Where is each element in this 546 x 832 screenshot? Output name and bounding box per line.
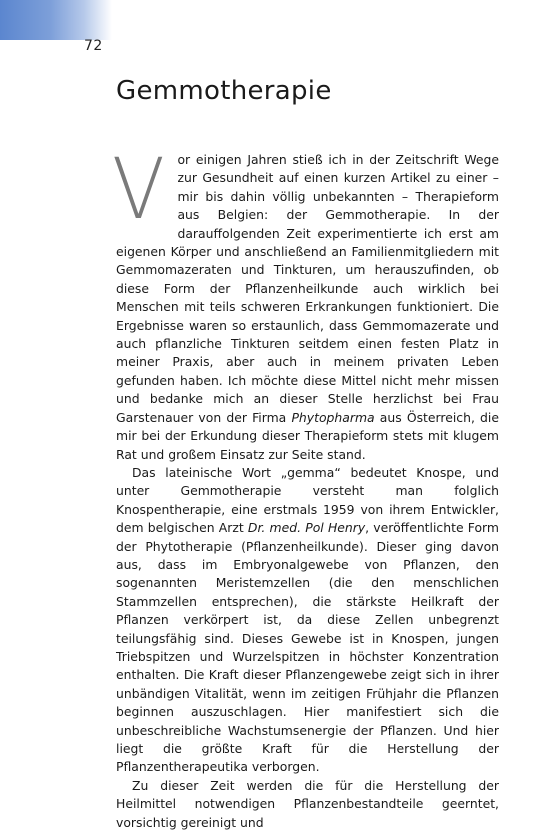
body-text (112, 140, 499, 832)
paragraph-2-text-a: Das lateinische Wort „gemma“ bedeutet Knospe, und unter Gemmotherapie versteht man folglich Knospentherapie, eine erstmals 1959 von ihrem Entwickler, dem belgischen Arzt (116, 464, 499, 536)
page-number: 72 (84, 38, 103, 54)
drop-cap-letter: V (112, 140, 165, 238)
paragraph-1-text-b: aus Österreich, die mir bei der Erkundung dieser Therapieform stets mit klugem Rat und großem Einsatz zur Seite stand. (116, 409, 499, 462)
company-name-italic: Phytopharma (291, 409, 375, 425)
person-name-italic: Dr. med. Pol Henry (247, 520, 366, 536)
paragraph-3 (116, 777, 499, 832)
paragraph-1-text-a: or einigen Jahren stieß ich in der Zeitschrift Wege zur Gesundheit auf einen kurzen Artikel zu einer – mir bis dahin völlig unbekannten – Therapieform aus Belgien: der Gemmotherapie. In der darauffolgenden Zeit experimentierte ich erst am eigenen Körper und anschließend an Familienmitgliedern mit Gemmomazeraten und Tinkturen, um herauszufinden, ob diese Form der Pflanzenheilkunde auch wirklich bei Menschen mit teils schweren Erkrankungen funktioniert. Die Ergebnisse waren so erstaunlich, dass Gemmomazerate und auch pflanzliche Tinkturen seitdem einen festen Platz in meiner Praxis, aber auch in meinem privaten Leben gefunden haben. Ich möchte diese Mittel nicht mehr missen und bedanke mich an dieser Stelle herzlichst bei Frau Garstenauer von der Firma (116, 152, 499, 425)
chapter-title: Gemmotherapie (116, 76, 332, 106)
paragraph-2 (116, 464, 499, 777)
paragraph-1 (112, 140, 499, 464)
corner-color-band (0, 0, 112, 40)
paragraph-3-text: Zu dieser Zeit werden die für die Herstellung der Heilmittel notwendigen Pflanzenbestandteile geerntet, vorsichtig gereinigt und (116, 777, 499, 830)
paragraph-2-text-b: , veröffentlichte Form der Phytotherapie (Pflanzenheilkunde). Dieser ging davon aus, dass im Embryonalgewebe von Pflanzen, den sogenannten Meristemzellen (die den menschlichen Stammzellen entsprechen), die stärkste Heilkraft der Pflanzen verkörpert ist, da diese Zellen unbegrenzt teilungsfähig sind. Dieses Gewebe ist in Knospen, jungen Triebspitzen und Wurzelspitzen in höchster Konzentration enthalten. Die Kraft dieser Pflanzengewebe zeigt sich in ihrer unbändigen Vitalität, wenn im zeitigen Frühjahr die Pflanzen beginnen auszuschlagen. Hier manifestiert sich die unbeschreibliche Wachstumsenergie der Pflanzen. Und hier liegt die größte Kraft für die Herstellung der Pflanzentherapeutika verborgen. (116, 520, 499, 775)
